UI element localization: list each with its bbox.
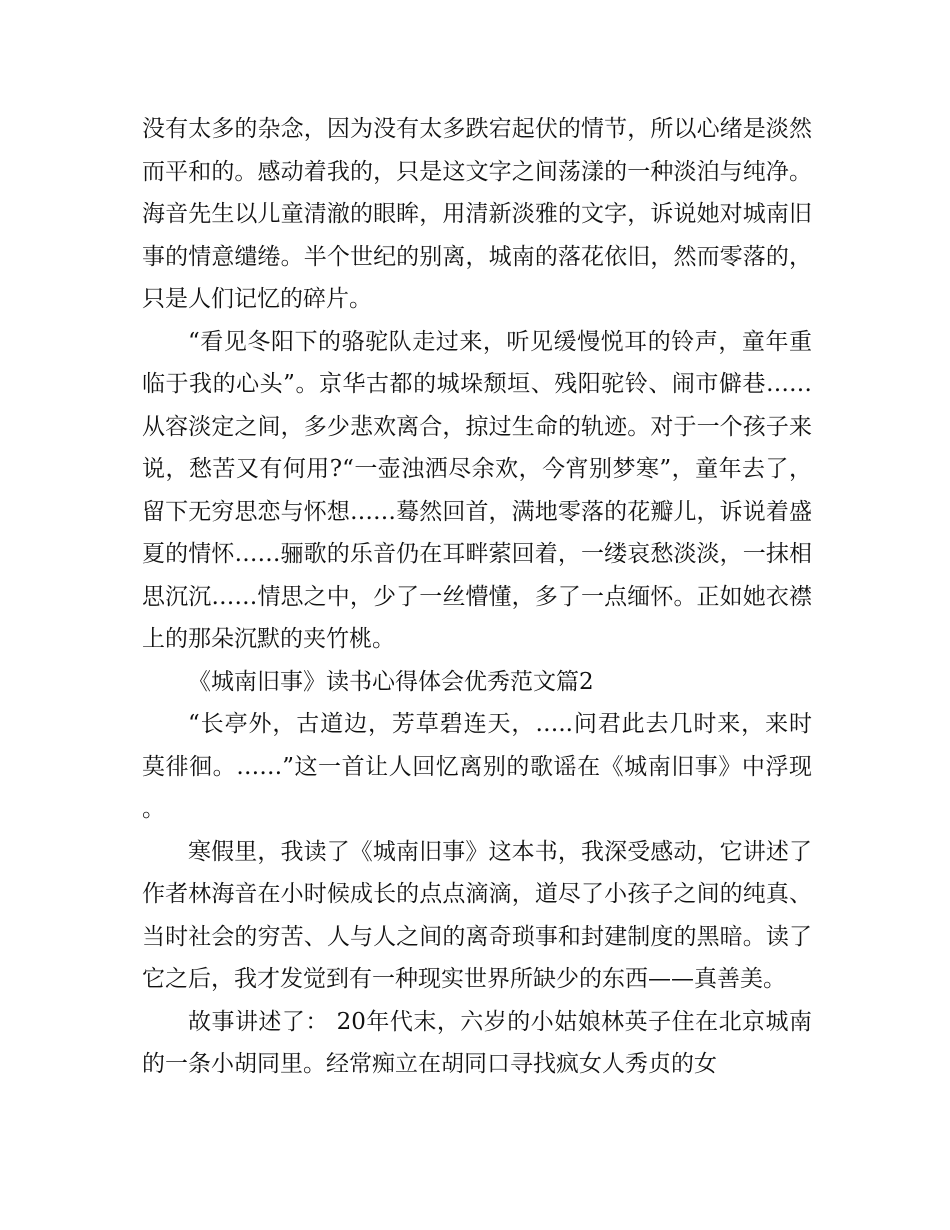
section-heading: 《城南旧事》读书心得体会优秀范文篇2 <box>188 668 594 695</box>
paragraph-winter-reading: 寒假里，我读了《城南旧事》这本书，我深受感动，它讲述了作者林海音在小时候成长的点点滴滴，道尽了小孩子之间的纯真、当时社会的穷苦、人与人之间的离奇琐事和封建制度的黑暗。读了它之后，我才发觉到有一种现实世界所缺少的东西——真善美。 <box>142 838 812 992</box>
document-body <box>142 108 812 1086</box>
paragraph-continuation: 没有太多的杂念，因为没有太多跌宕起伏的情节，所以心绪是淡然而平和的。感动着我的，只是这文字之间荡漾的一种淡泊与纯净。海音先生以儿童清澈的眼眸，用清新淡雅的文字，诉说她对城南旧事的情意缱绻。半个世纪的别离，城南的落花依旧，然而零落的，只是人们记忆的碎片。 <box>142 116 812 312</box>
paragraph-camel-bells: “看见冬阳下的骆驼队走过来，听见缓慢悦耳的铃声，童年重临于我的心头”。京华古都的城垛颓垣、残阳驼铃、闹市僻巷……从容淡定之间，多少悲欢离合，掠过生命的轨迹。对于一个孩子来说，愁苦又有何用?“一壶浊洒尽余欢，今宵别梦寒”，童年去了，留下无穷思恋与怀想……蓦然回首，满地零落的花瓣儿，诉说着盛夏的情怀……骊歌的乐音仍在耳畔萦回着，一缕哀愁淡淡，一抹相思沉沉……情思之中，少了一丝懵懂，多了一点缅怀。正如她衣襟上的那朵沉默的夹竹桃。 <box>142 328 812 652</box>
paragraph-farewell-song: “长亭外，古道边，芳草碧连天，…..问君此去几时来，来时莫徘徊。……”这一首让人回忆离别的歌谣在《城南旧事》中浮现。 <box>142 711 812 822</box>
paragraph-story-summary: 故事讲述了： 20年代末，六岁的小姑娘林英子住在北京城南的一条小胡同里。经常痴立在胡同口寻找疯女人秀贞的女 <box>142 1008 812 1077</box>
